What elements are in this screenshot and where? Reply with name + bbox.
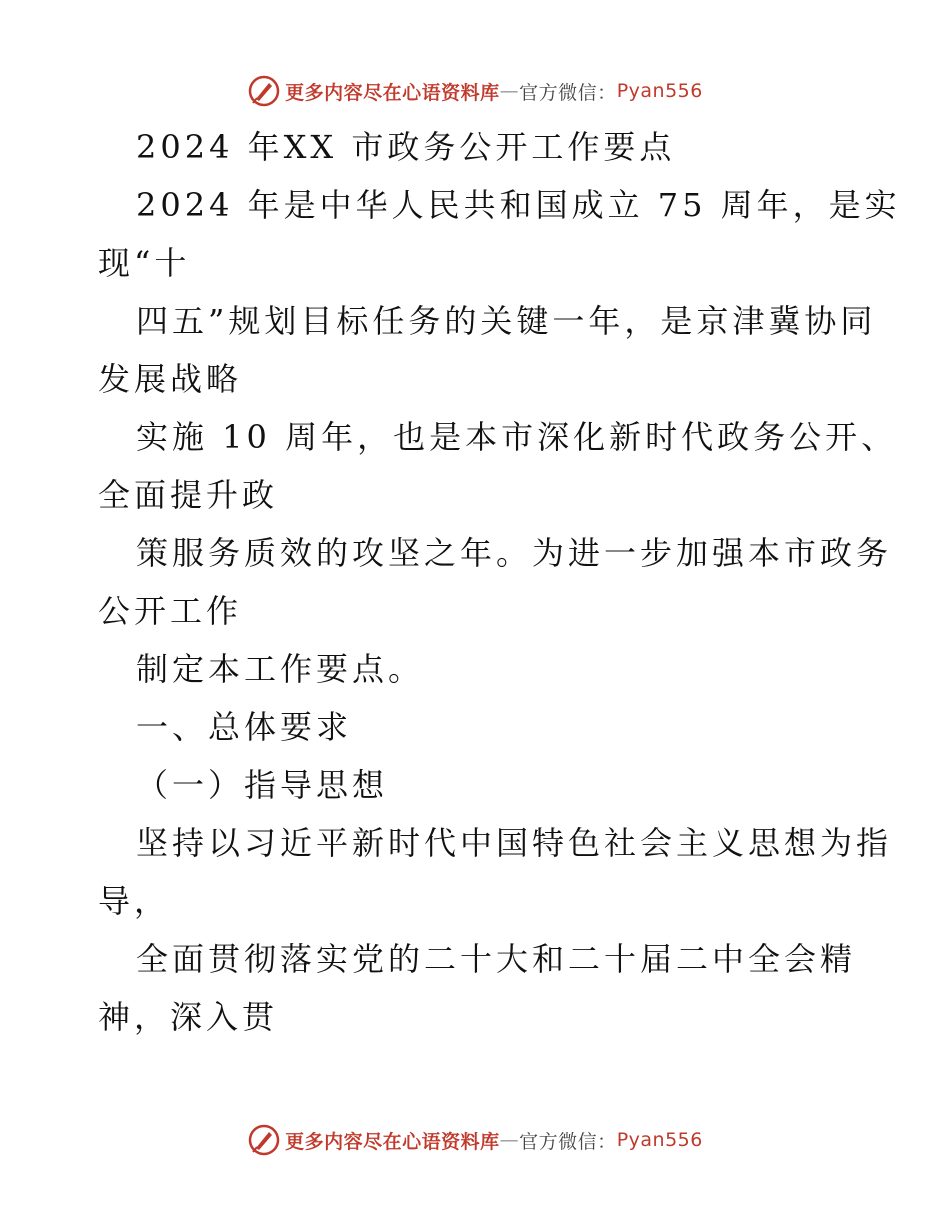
document-line: （一）指导思想 bbox=[136, 766, 389, 804]
document-line: 导， bbox=[98, 882, 171, 920]
document-line: 策服务质效的攻坚之年。为进一步加强本市政务 bbox=[136, 534, 893, 572]
document-line: 发展战略 bbox=[98, 360, 243, 398]
banner-sub-text: 官方微信： bbox=[519, 81, 617, 104]
footer-watermark-banner bbox=[0, 1120, 950, 1160]
document-line: 2024 年XX 市政务公开工作要点 bbox=[136, 128, 676, 166]
banner-account-id: Pyan556 bbox=[616, 1129, 703, 1151]
document-line: 制定本工作要点。 bbox=[136, 650, 425, 688]
document-line: 一、总体要求 bbox=[136, 708, 353, 746]
document-body bbox=[98, 118, 901, 1046]
banner-main-text: 更多内容尽在心语资料库 bbox=[285, 81, 500, 104]
banner-main-text: 更多内容尽在心语资料库 bbox=[285, 1130, 500, 1153]
document-line: 2024 年是中华人民共和国成立 75 周年，是实 bbox=[136, 186, 901, 224]
quill-logo-icon bbox=[247, 1123, 281, 1157]
banner-sub-text: 官方微信： bbox=[519, 1130, 617, 1153]
document-line: 现“十 bbox=[98, 244, 191, 282]
document-line: 全面贯彻落实党的二十大和二十届二中全会精 bbox=[136, 940, 857, 978]
document-line: 实施 10 周年，也是本市深化新时代政务公开、 bbox=[136, 418, 898, 456]
quill-logo-icon bbox=[247, 74, 281, 108]
document-line: 神，深入贯 bbox=[98, 998, 279, 1036]
banner-account-id: Pyan556 bbox=[616, 80, 703, 102]
document-line: 坚持以习近平新时代中国特色社会主义思想为指 bbox=[136, 824, 893, 862]
document-line: 公开工作 bbox=[98, 592, 243, 630]
header-watermark-banner bbox=[0, 71, 950, 111]
document-line: 全面提升政 bbox=[98, 476, 279, 514]
banner-dash: — bbox=[499, 1129, 520, 1151]
banner-dash: — bbox=[499, 80, 520, 102]
document-line: 四五”规划目标任务的关键一年，是京津冀协同 bbox=[136, 302, 877, 340]
